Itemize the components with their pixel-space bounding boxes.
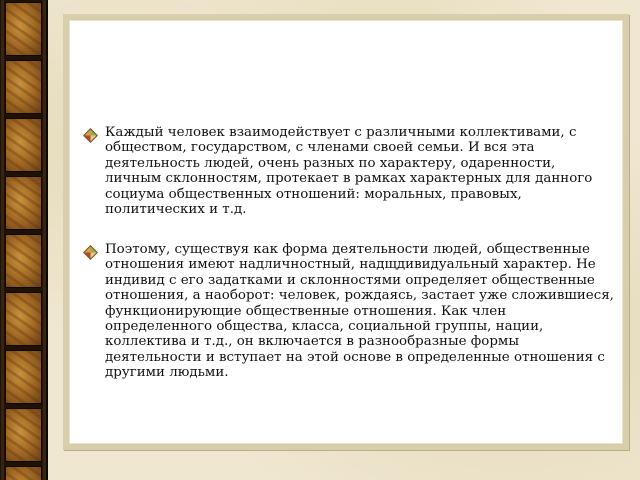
strip-rail-right [43, 0, 46, 480]
strip-cell [5, 176, 42, 230]
strip-cell [5, 292, 42, 346]
strip-cell [5, 234, 42, 288]
diamond-bullet-icon [83, 128, 98, 143]
bullet-text: Поэтому, существуя как форма деятельности людей, общественные отношения имеют надличностный, надщдивидуальный характер. Не индивид с его задатками и склонностями определяет общественные отношения, а наоборот: человек, рождаясь, застает уже сложившиеся, функционирующие общественные отношения. Как член определенного общества, класса, социальной группы, нации, коллектива и т.д., он включается в разнообразные формы деятельности и вступает на этой основе в определенные отношения с другими людьми. [105, 242, 614, 381]
diamond-bullet-icon [83, 245, 98, 260]
strip-cell [5, 2, 42, 56]
strip-cell [5, 118, 42, 172]
content-panel [63, 14, 629, 450]
strip-cell [5, 350, 42, 404]
strip-cell [5, 60, 42, 114]
strip-cell [5, 408, 42, 462]
bullet-text: Каждый человек взаимодействует с различными коллективами, с обществом, государством, с членами своей семьи. И вся эта деятельность людей, очень разных по характеру, одаренности, личным склонностям, протекает в рамках характерных для данного социума общественных отношений: моральных, правовых, политических и т.д. [105, 125, 593, 218]
strip-rail-left [1, 0, 4, 480]
decorative-side-strip [0, 0, 48, 480]
strip-cell [5, 466, 42, 480]
